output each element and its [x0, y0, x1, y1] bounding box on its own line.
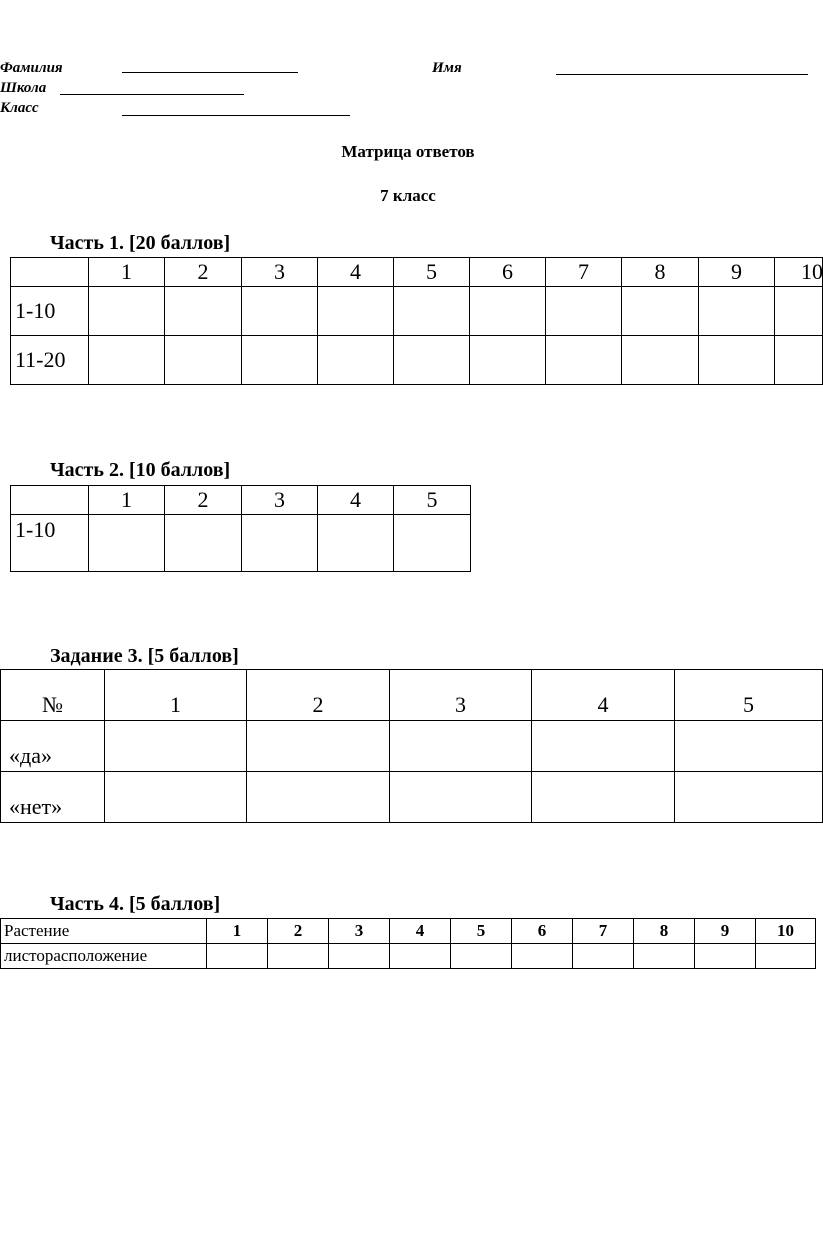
school-label: Школа	[0, 80, 47, 96]
answer-cell[interactable]	[329, 944, 390, 969]
answer-cell[interactable]	[165, 336, 242, 385]
answer-cell[interactable]	[394, 287, 470, 336]
answer-cell[interactable]	[634, 944, 695, 969]
answer-cell[interactable]	[394, 515, 471, 572]
part2-table	[10, 485, 471, 572]
part4-col-10: 10	[756, 919, 816, 944]
answer-cell[interactable]	[390, 721, 532, 772]
answer-cell[interactable]	[105, 772, 247, 823]
part4-header-row	[1, 919, 816, 944]
answer-cell[interactable]	[451, 944, 512, 969]
part3-table	[0, 669, 823, 823]
school-field[interactable]	[60, 94, 244, 95]
answer-cell[interactable]	[775, 336, 823, 385]
part3-heading: Задание 3. [5 баллов]	[50, 645, 239, 667]
part1-col-2: 2	[165, 258, 242, 287]
answer-cell[interactable]	[247, 772, 390, 823]
answer-cell[interactable]	[247, 721, 390, 772]
answer-cell[interactable]	[242, 287, 318, 336]
class-field[interactable]	[122, 115, 350, 116]
answer-cell[interactable]	[105, 721, 247, 772]
part2-col-5: 5	[394, 486, 471, 515]
part4-col-3: 3	[329, 919, 390, 944]
answer-cell[interactable]	[318, 515, 394, 572]
answer-cell[interactable]	[165, 287, 242, 336]
grade-subtitle: 7 класс	[380, 186, 436, 205]
part4-table	[0, 918, 816, 969]
answer-cell[interactable]	[89, 336, 165, 385]
part1-col-8: 8	[622, 258, 699, 287]
answer-cell[interactable]	[394, 336, 470, 385]
part2-col-4: 4	[318, 486, 394, 515]
answer-cell[interactable]	[546, 336, 622, 385]
part2-row-label: 1-10	[11, 515, 89, 572]
part1-col-10: 10	[775, 258, 823, 287]
page-title: Матрица ответов	[341, 142, 475, 161]
answer-cell[interactable]	[756, 944, 816, 969]
answer-cell[interactable]	[675, 772, 823, 823]
part2-header-row	[11, 486, 471, 515]
answer-cell[interactable]	[318, 336, 394, 385]
part3-col-2: 2	[247, 670, 390, 721]
answer-cell[interactable]	[390, 772, 532, 823]
answer-cell[interactable]	[546, 287, 622, 336]
answer-cell[interactable]	[89, 515, 165, 572]
part1-row-label: 11-20	[11, 336, 89, 385]
part1-header-row	[11, 258, 823, 287]
part3-col-1: 1	[105, 670, 247, 721]
part4-corner-cell: Растение	[1, 919, 207, 944]
part1-col-6: 6	[470, 258, 546, 287]
answer-cell[interactable]	[318, 287, 394, 336]
table-row	[11, 287, 823, 336]
answer-cell[interactable]	[470, 336, 546, 385]
part1-col-9: 9	[699, 258, 775, 287]
part2-heading: Часть 2. [10 баллов]	[50, 459, 231, 481]
answer-cell[interactable]	[512, 944, 573, 969]
surname-label: Фамилия	[0, 60, 63, 76]
part1-col-5: 5	[394, 258, 470, 287]
part1-corner-cell	[11, 258, 89, 287]
table-row	[11, 336, 823, 385]
part1-col-1: 1	[89, 258, 165, 287]
surname-field[interactable]	[122, 72, 298, 73]
part1-col-7: 7	[546, 258, 622, 287]
answer-cell[interactable]	[165, 515, 242, 572]
part2-corner-cell	[11, 486, 89, 515]
part1-row-label: 1-10	[11, 287, 89, 336]
part4-heading: Часть 4. [5 баллов]	[50, 893, 221, 915]
answer-cell[interactable]	[207, 944, 268, 969]
answer-cell[interactable]	[699, 336, 775, 385]
part4-col-5: 5	[451, 919, 512, 944]
part2-col-1: 1	[89, 486, 165, 515]
part4-row-label: листорасположение	[1, 944, 207, 969]
name-label: Имя	[432, 60, 462, 76]
answer-cell[interactable]	[242, 515, 318, 572]
part1-col-4: 4	[318, 258, 394, 287]
answer-cell[interactable]	[695, 944, 756, 969]
answer-cell[interactable]	[470, 287, 546, 336]
table-row	[11, 515, 471, 572]
part4-col-9: 9	[695, 919, 756, 944]
part3-corner-cell: №	[1, 670, 105, 721]
answer-cell[interactable]	[532, 721, 675, 772]
answer-cell[interactable]	[242, 336, 318, 385]
part2-col-3: 3	[242, 486, 318, 515]
name-field[interactable]	[556, 74, 808, 75]
answer-cell[interactable]	[622, 287, 699, 336]
class-label: Класс	[0, 100, 39, 116]
part2-col-2: 2	[165, 486, 242, 515]
table-row	[1, 721, 823, 772]
table-row	[1, 772, 823, 823]
answer-cell[interactable]	[89, 287, 165, 336]
answer-cell[interactable]	[775, 287, 823, 336]
part4-col-4: 4	[390, 919, 451, 944]
answer-cell[interactable]	[675, 721, 823, 772]
part4-col-8: 8	[634, 919, 695, 944]
part3-col-3: 3	[390, 670, 532, 721]
part3-row-label: «да»	[1, 721, 105, 772]
answer-cell[interactable]	[573, 944, 634, 969]
part4-col-7: 7	[573, 919, 634, 944]
part3-col-4: 4	[532, 670, 675, 721]
part1-col-3: 3	[242, 258, 318, 287]
answer-cell[interactable]	[390, 944, 451, 969]
part3-row-label: «нет»	[1, 772, 105, 823]
table-row	[1, 944, 816, 969]
part3-header-row	[1, 670, 823, 721]
part1-heading: Часть 1. [20 баллов]	[50, 232, 231, 254]
answer-cell[interactable]	[532, 772, 675, 823]
answer-cell[interactable]	[268, 944, 329, 969]
answer-cell[interactable]	[699, 287, 775, 336]
part1-table	[10, 257, 823, 385]
part3-col-5: 5	[675, 670, 823, 721]
part4-col-6: 6	[512, 919, 573, 944]
part4-col-2: 2	[268, 919, 329, 944]
part4-col-1: 1	[207, 919, 268, 944]
answer-cell[interactable]	[622, 336, 699, 385]
